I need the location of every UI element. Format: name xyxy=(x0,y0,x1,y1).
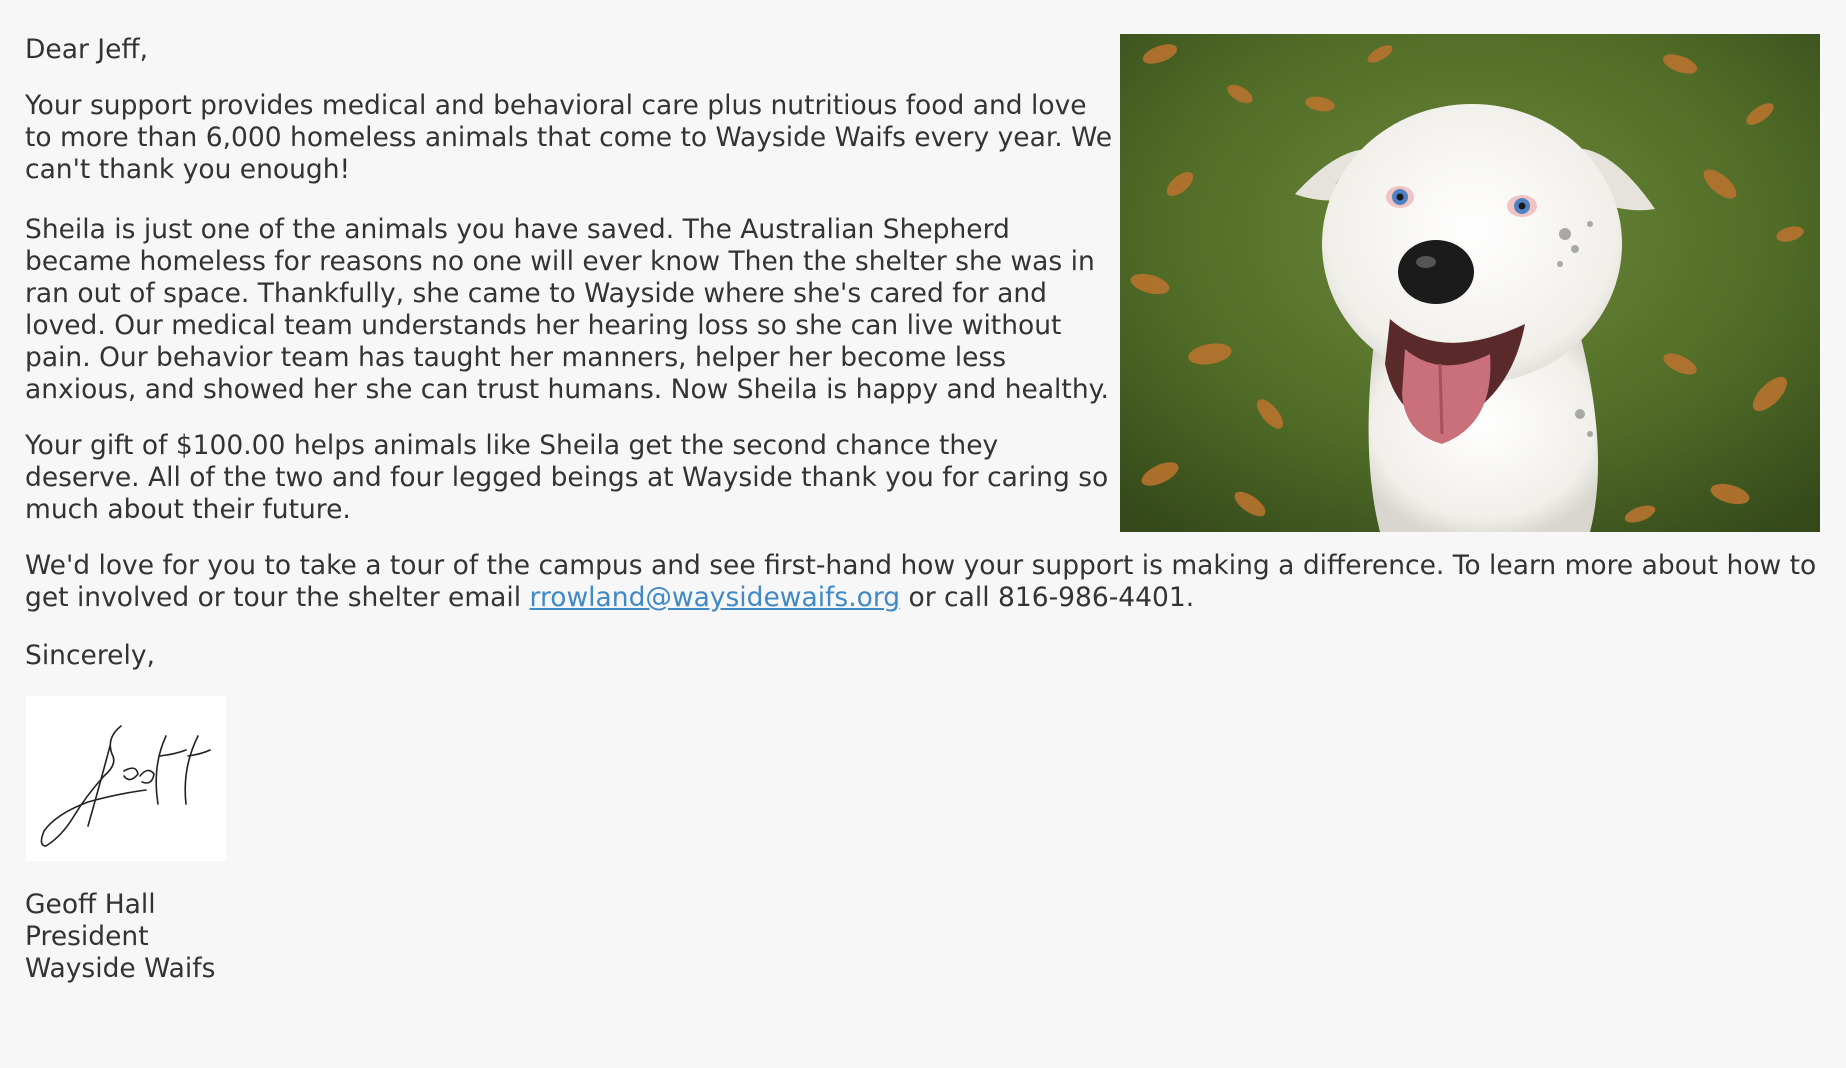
closing: Sincerely, xyxy=(25,640,155,671)
signature-image xyxy=(26,696,226,861)
signer-name: Geoff Hall xyxy=(25,889,156,920)
paragraph-tour xyxy=(25,550,1820,614)
salutation: Dear Jeff, xyxy=(25,34,149,65)
signer-block xyxy=(25,889,1820,985)
signer-title: President xyxy=(25,921,149,952)
phone-text: or call 816-986-4401. xyxy=(900,582,1195,613)
paragraph-support: Your support provides medical and behavioral care plus nutritious food and love to more than 6,000 homeless animals that come to Wayside Waifs every year. We can't thank you enough! xyxy=(25,90,1113,185)
signature-handwriting xyxy=(26,696,226,861)
paragraph-sheila-story: Sheila is just one of the animals you have saved. The Australian Shepherd became homeless for reasons no one will ever know Then the shelter she was in ran out of space. Thankfully, she came to Wayside where she's cared for and loved. Our medical team understands her hearing loss so she can live without pain. Our behavior team has taught her manners, helper her become less anxious, and showed her she can trust humans. Now Sheila is happy and healthy. xyxy=(25,214,1109,405)
organization-name: Wayside Waifs xyxy=(25,953,216,984)
dog-photo xyxy=(1120,34,1820,532)
tour-text: We'd love for you to take a tour of the campus and see first-hand how your support is making a difference. To learn more about how to get involved or tour the shelter email xyxy=(25,550,1817,613)
paragraph-gift: Your gift of $100.00 helps animals like Sheila get the second chance they deserve. All of the two and four legged beings at Wayside thank you for caring so much about their future. xyxy=(25,430,1109,525)
email-link[interactable]: rrowland@waysidewaifs.org xyxy=(529,582,901,613)
letter-body xyxy=(25,34,1820,985)
